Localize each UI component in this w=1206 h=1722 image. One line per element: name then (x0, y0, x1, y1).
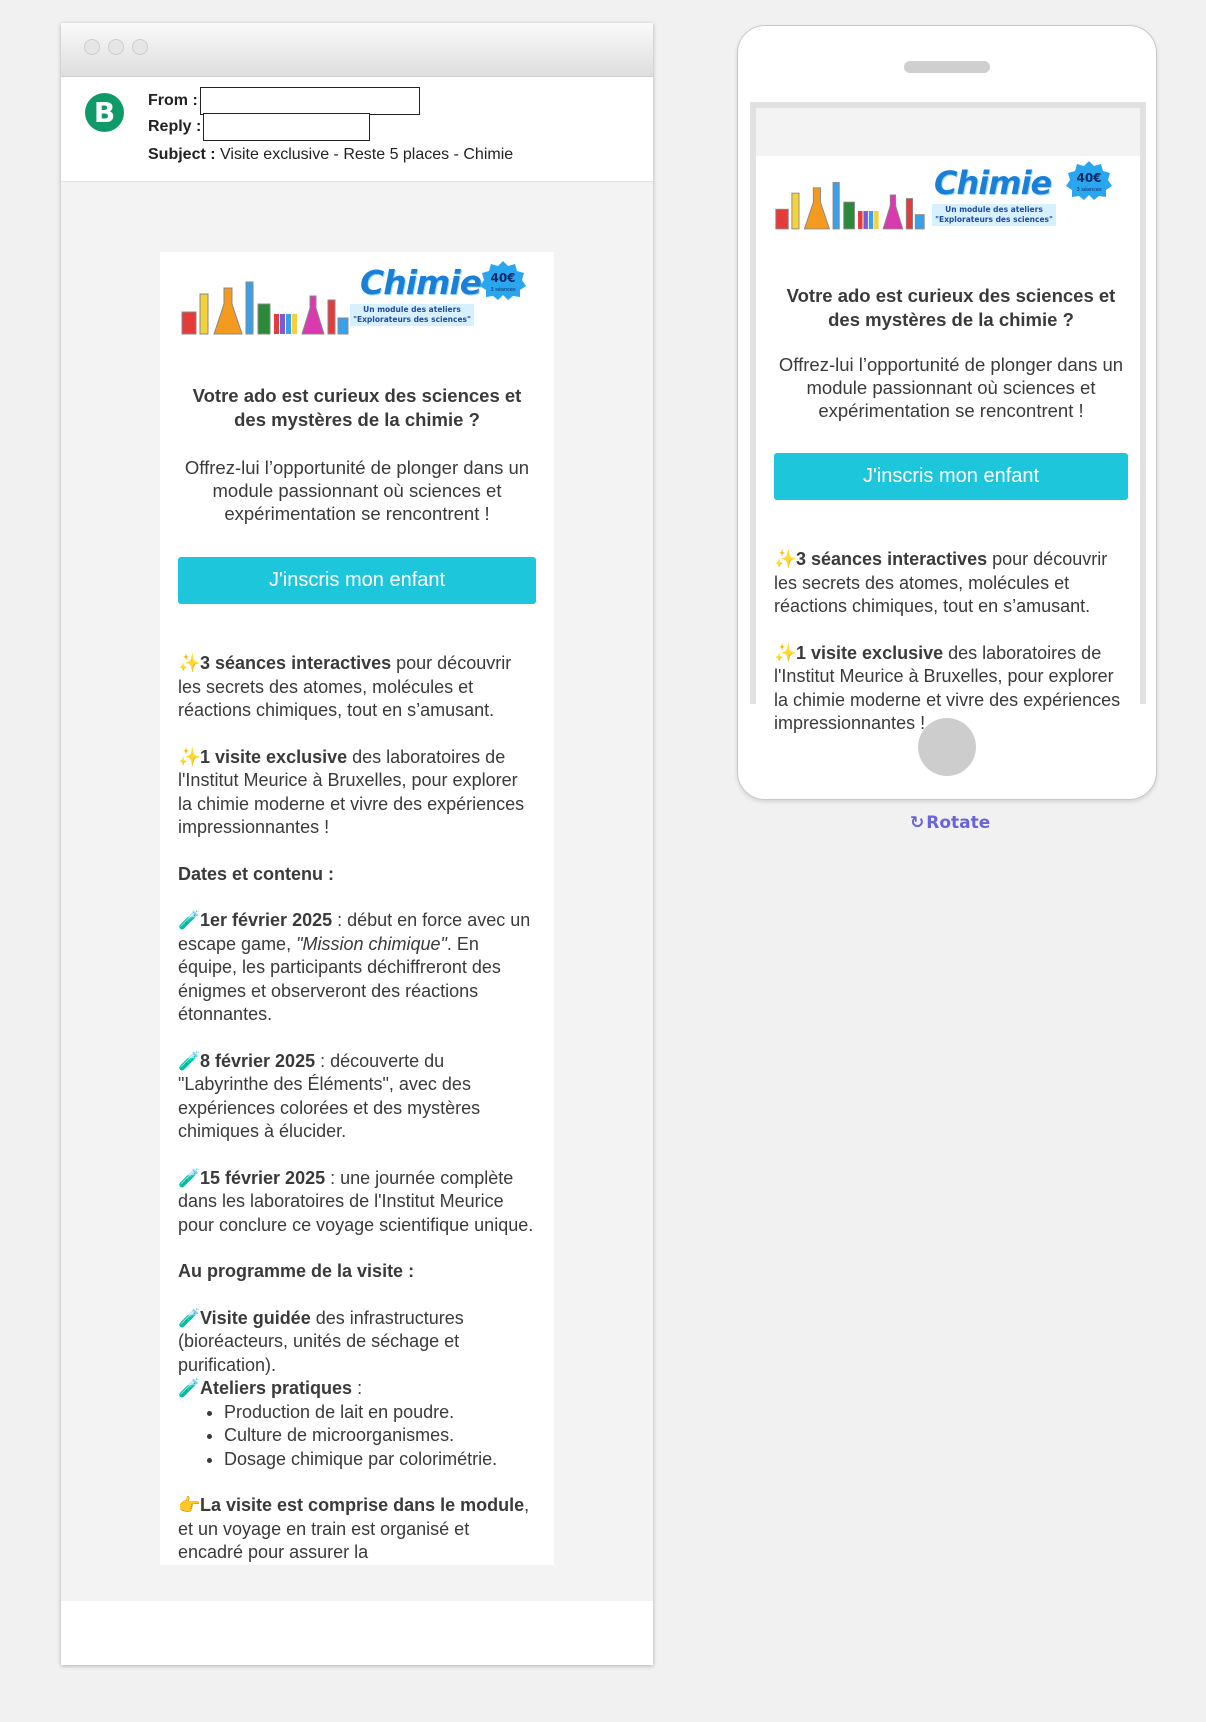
program-item-2 (178, 1377, 536, 1471)
highlight-visit-bold: 1 visite exclusive (200, 746, 348, 767)
register-child-button[interactable]: J'inscris mon enfant (774, 453, 1128, 500)
highlight-visit (178, 746, 536, 840)
list-item: • Culture de microorganismes. (224, 1424, 536, 1448)
date-2-bold: 8 février 2025 (200, 1050, 316, 1071)
program-1-bold: Visite guidée (200, 1307, 311, 1328)
test-tube-icon: 🧪 (178, 1307, 201, 1328)
window-dot-maximize[interactable] (132, 39, 148, 55)
date-3-text: : une journée complète dans les laboratoires de l'Institut Meurice pour conclure ce voyage scientifique unique. (178, 1167, 534, 1235)
highlight-sessions (178, 652, 536, 723)
email-lead: Offrez-lui l’opportunité de plonger dans un module passionnant où sciences et expérimentation se rencontrent ! (184, 457, 530, 524)
banner-title: Chimie (360, 263, 482, 302)
date-item-1 (178, 909, 536, 1027)
email-headline: Votre ado est curieux des sciences et des mystères de la chimie ? (192, 385, 522, 430)
reply-row (148, 113, 370, 141)
final-text: , et un voyage en train est organisé et encadré pour assurer la (178, 1495, 530, 1562)
chimie-banner (178, 252, 536, 352)
date-3-bold: 15 février 2025 (200, 1167, 326, 1188)
test-tube-icon: 🧪 (178, 1050, 201, 1071)
banner-subtitle-line1: Un module des ateliers (363, 305, 461, 314)
test-tube-icon: 🧪 (178, 1378, 201, 1398)
price-badge-icon (478, 260, 528, 300)
final-bold: La visite est comprise dans le module (200, 1495, 525, 1515)
desktop-preview-window (61, 23, 653, 1665)
subject-label: Subject : (148, 146, 216, 163)
program-item-1 (178, 1307, 536, 1378)
price-badge-icon (1064, 160, 1114, 200)
email-content (160, 252, 554, 1565)
window-dot-close[interactable] (84, 39, 100, 55)
price-note: 3 séances (1076, 187, 1102, 193)
lab-glassware-illustration (774, 174, 926, 232)
program-heading (178, 1260, 536, 1284)
reply-field[interactable] (203, 113, 370, 141)
banner-subtitle (350, 304, 474, 326)
from-label: From : (148, 92, 198, 110)
date-item-3 (178, 1167, 536, 1238)
highlight-sessions-bold: 3 séances interactives (796, 549, 988, 569)
rotate-icon: ↻ (910, 813, 925, 833)
phone-home-button[interactable] (918, 718, 976, 776)
price-text: 40€ (490, 271, 516, 285)
highlight-visit-text: des laboratoires de l'Institut Meurice à Bruxelles, pour explorer la chimie moderne et vivre des expériences impressionnantes ! (774, 642, 1121, 733)
test-tube-icon: 🧪 (178, 1167, 201, 1188)
pointing-hand-icon: 👉 (178, 1495, 201, 1515)
date-1-text-b: . En équipe, les participants déchiffreront des énigmes et observeront des réactions étonnantes. (178, 933, 501, 1024)
dates-heading-text: Dates et contenu : (178, 863, 335, 884)
date-1-bold: 1er février 2025 (200, 910, 333, 930)
sparkles-icon: ✨ (178, 746, 201, 767)
list-item: • Dosage chimique par colorimétrie. (224, 1448, 536, 1472)
highlight-visit-text: des laboratoires de l'Institut Meurice à Bruxelles, pour explorer la chimie moderne et vivre des expériences impressionnantes ! (178, 746, 525, 837)
workshop-list (224, 1401, 536, 1472)
email-headline: Votre ado est curieux des sciences et des mystères de la chimie ? (786, 285, 1116, 330)
sparkles-icon: ✨ (774, 549, 797, 569)
date-2-text: : découverte du "Labyrinthe des Éléments", avec des expériences colorées et des mystères chimiques à élucider. (178, 1050, 481, 1141)
price-note: 3 séances (490, 287, 516, 293)
highlight-visit-bold: 1 visite exclusive (796, 642, 944, 663)
subject-row (148, 146, 513, 164)
mobile-email-content (756, 156, 1140, 736)
highlight-sessions (774, 548, 1128, 619)
from-field[interactable] (200, 87, 420, 115)
from-row (148, 87, 420, 115)
banner-subtitle-line2: "Explorateurs des sciences" (353, 315, 471, 324)
highlight-sessions-text: pour découvrir les secrets des atomes, molécules et réactions chimiques, tout en s’amusant. (178, 653, 512, 720)
sparkles-icon: ✨ (774, 642, 797, 663)
highlight-sessions-bold: 3 séances interactives (200, 653, 392, 673)
banner-subtitle-line2: "Explorateurs des sciences" (935, 215, 1053, 224)
banner-subtitle (932, 204, 1056, 226)
lab-glassware-illustration (180, 274, 350, 336)
email-lead: Offrez-lui l’opportunité de plonger dans un module passionnant où sciences et expérimentation se rencontrent ! (778, 354, 1124, 421)
phone-screen[interactable] (750, 102, 1146, 733)
date-item-2 (178, 1050, 536, 1144)
program-heading-text: Au programme de la visite : (178, 1261, 415, 1281)
banner-subtitle-line1: Un module des ateliers (945, 205, 1043, 214)
date-1-text-a: : début en force avec un escape game, (178, 910, 531, 954)
email-header (61, 77, 653, 182)
program-1-text: des infrastructures (bioréacteurs, unités de séchage et purification). (178, 1307, 464, 1375)
list-item: • Production de lait en poudre. (224, 1401, 536, 1425)
banner-title: Chimie (934, 164, 1052, 202)
window-dot-minimize[interactable] (108, 39, 124, 55)
final-note (178, 1494, 536, 1565)
mobile-chimie-banner (774, 156, 1128, 244)
window-titlebar (61, 23, 653, 77)
email-body-area[interactable] (61, 182, 653, 1601)
rotate-button[interactable] (910, 812, 990, 834)
phone-speaker (904, 61, 990, 73)
brand-b-icon: B (85, 93, 124, 132)
register-child-button[interactable]: J'inscris mon enfant (178, 557, 536, 604)
price-text: 40€ (1076, 171, 1102, 185)
rotate-label: Rotate (926, 813, 991, 833)
mobile-preview-phone (737, 25, 1157, 800)
program-2-text: : (352, 1378, 363, 1398)
sparkles-icon: ✨ (178, 653, 201, 673)
program-2-bold: Ateliers pratiques (200, 1378, 353, 1398)
date-1-italic: "Mission chimique" (296, 933, 447, 954)
dates-heading (178, 863, 536, 887)
subject-value: Visite exclusive - Reste 5 places - Chimie (220, 146, 514, 163)
test-tube-icon: 🧪 (178, 910, 201, 930)
highlight-sessions-text: pour découvrir les secrets des atomes, molécules et réactions chimiques, tout en s’amusant. (774, 549, 1108, 616)
reply-label: Reply : (148, 118, 202, 136)
